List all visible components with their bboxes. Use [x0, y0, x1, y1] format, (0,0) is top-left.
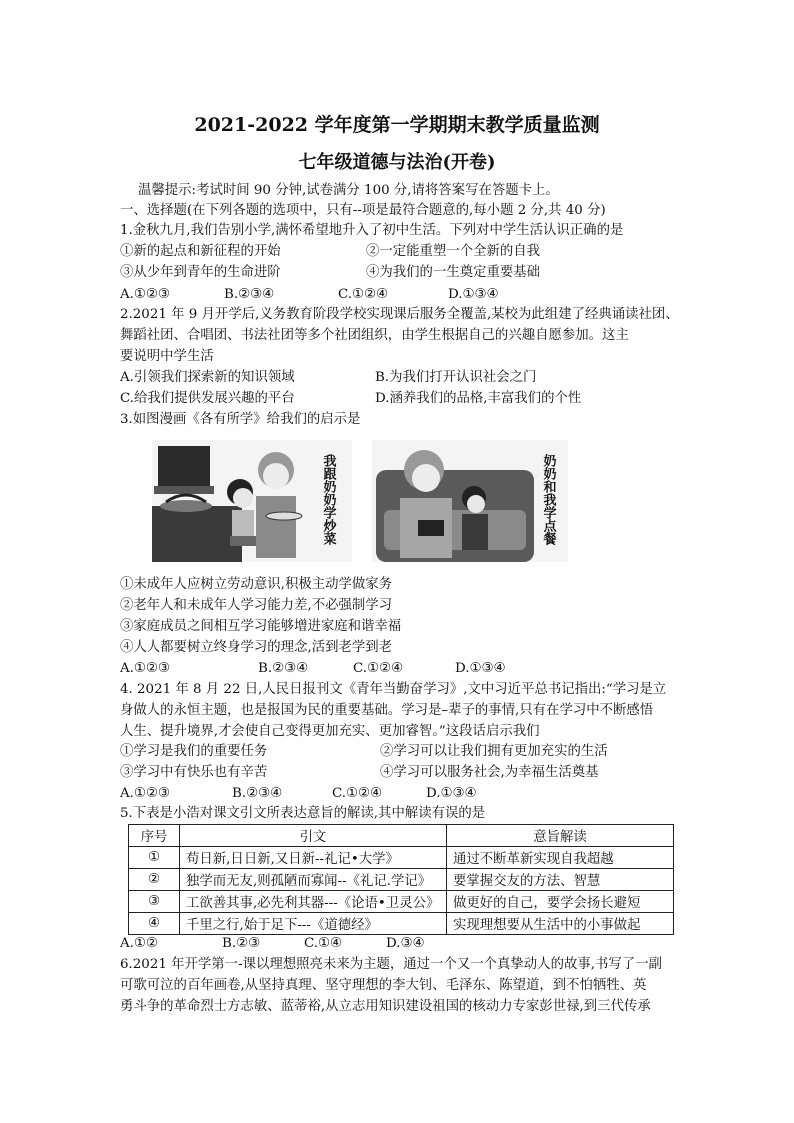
q3-choice-c: C.①②④: [353, 661, 404, 676]
q3-option-4: ④人人都要树立终身学习的理念,活到老学到老: [120, 640, 393, 655]
section-heading: 一、选择题(在下列各题的选项中，只有--项是最符合题意的,每小题 2 分,共 40 分): [120, 203, 606, 218]
q4-choice-d: D.①③④: [426, 786, 477, 801]
q4-choice-a: A.①②③: [120, 786, 170, 801]
table-cell: 做更好的自己，要学会扬长避短: [447, 891, 674, 913]
q5-stem: 5.下表是小浩对课文引文所表达意旨的解读,其中解读有误的是: [120, 806, 486, 821]
q1-option-1: ①新的起点和新征程的开始: [120, 244, 281, 259]
q2-choice-c: C.给我们提供发展兴趣的平台: [120, 391, 295, 406]
table-cell: 苟日新,日日新,又日新--礼记•大学》: [180, 847, 447, 869]
q4-stem-2: 身做人的永恒主题，也是报国为民的重要基础。学习是–辈子的事情,只有在学习中不断感悟: [120, 703, 654, 718]
q5-choice-d: D.③④: [386, 936, 425, 951]
table-cell: ④: [129, 913, 180, 935]
q3-choice-a: A.①②③: [120, 661, 170, 676]
q5-choice-b: B.②③: [222, 936, 261, 951]
cartoon-caption-2: 奶奶和我学点餐: [540, 454, 556, 545]
q5-choice-a: A.①②: [120, 936, 158, 951]
q3-choice-d: D.①③④: [455, 661, 506, 676]
q1-stem: 1.金秋九月,我们告别小学,满怀希望地升入了初中生活。下列对中学生活认识正确的是: [120, 223, 624, 238]
q2-stem-3: 要说明中学生活: [120, 349, 214, 364]
quote-table: [128, 824, 674, 935]
cartoon-cooking: [152, 440, 352, 562]
table-cell: ①: [129, 847, 180, 869]
q6-stem-1: 6.2021 年开学第一-课以理想照亮未来为主题，通过一个又一个真挚动人的故事,书写了一副: [120, 957, 662, 972]
q4-option-1: ①学习是我们的重要任务: [120, 744, 268, 759]
q1-option-2: ②一定能重塑一个全新的自我: [366, 244, 541, 259]
table-row: [129, 847, 674, 869]
table-row: [129, 869, 674, 891]
q3-stem: 3.如图漫画《各有所学》给我们的启示是: [120, 412, 361, 427]
q1-choice-a: A.①②③: [120, 287, 170, 302]
q2-choice-b: B.为我们打开认识社会之门: [375, 370, 537, 385]
stove-icon: [152, 506, 242, 562]
table-cell: 千里之行,始于足下---《道德经》: [180, 913, 447, 935]
table-cell: 独学而无友,则孤陋而寡闻--《礼记.学记》: [180, 869, 447, 891]
table-header-cell: 序号: [129, 825, 180, 847]
q1-choice-b: B.②③④: [224, 287, 275, 302]
q5-choice-c: C.①④: [304, 936, 343, 951]
cartoon-ordering: [372, 440, 568, 562]
q3-choice-b: B.②③④: [258, 661, 309, 676]
table-cell: 通过不断革新实现自我超越: [447, 847, 674, 869]
q1-choice-c: C.①②④: [338, 287, 389, 302]
exam-title: 2021-2022 学年度第一学期期末教学质量监测: [194, 114, 600, 136]
q4-option-2: ②学习可以让我们拥有更加充实的生活: [380, 744, 608, 759]
table-header-cell: 意旨解读: [447, 825, 674, 847]
q4-stem-1: 4. 2021 年 8 月 22 日,人民日报刊文《青年当勤奋学习》,文中习近平总书记指出:“学习是立: [120, 682, 667, 697]
q2-stem-2: 舞蹈社团、合唱团、书法社团等多个社团组织，由学生根据自己的兴趣自愿参加。这主: [120, 328, 629, 343]
table-row: [129, 891, 674, 913]
q1-option-4: ④为我们的一生奠定重要基础: [366, 265, 541, 280]
table-row: [129, 913, 674, 935]
table-cell: 工欲善其事,必先利其器---《论语•卫灵公》: [180, 891, 447, 913]
q1-choice-d: D.①③④: [448, 287, 499, 302]
notice: 温馨提示:考试时间 90 分钟,试卷满分 100 分,请将答案写在答题卡上。: [138, 183, 559, 198]
exam-subtitle: 七年级道德与法治(开卷): [298, 152, 496, 173]
q1-option-3: ③从少年到青年的生命进阶: [120, 265, 281, 280]
q4-choice-b: B.②③④: [232, 786, 283, 801]
q4-stem-3: 人生、提升境界,才会使自己变得更加充实、更加睿智。”这段话启示我们: [120, 724, 540, 739]
table-cell: 要掌握交友的方法、智慧: [447, 869, 674, 891]
q4-choice-c: C.①②④: [332, 786, 383, 801]
q3-option-1: ①未成年人应树立劳动意识,积极主动学做家务: [120, 577, 393, 592]
table-header-row: [129, 825, 674, 847]
q3-option-2: ②老年人和未成年人学习能力差,不必强制学习: [120, 598, 393, 613]
q3-option-3: ③家庭成员之间相互学习能够增进家庭和谐幸福: [120, 619, 402, 634]
q2-choice-a: A.引领我们探索新的知识领域: [120, 370, 295, 385]
cartoon-caption-1: 我跟奶奶学炒菜: [320, 454, 336, 545]
table-cell: 实现理想要从生活中的小事做起: [447, 913, 674, 935]
q6-stem-3: 勇斗争的革命烈士方志敏、蓝蒂裕,从立志用知识建设祖国的核动力专家彭世禄,到三代传承: [120, 999, 651, 1014]
q4-option-4: ④学习可以服务社会,为幸福生活奠基: [380, 765, 599, 780]
q4-option-3: ③学习中有快乐也有辛苦: [120, 765, 268, 780]
table-cell: ②: [129, 869, 180, 891]
table-header-cell: 引文: [180, 825, 447, 847]
q2-choice-d: D.涵养我们的品格,丰富我们的个性: [375, 391, 582, 406]
q2-stem-1: 2.2021 年 9 月开学后,义务教育阶段学校实现课后服务全覆盖,某校为此组建了经典诵读社团、: [120, 307, 679, 322]
range-hood-icon: [158, 446, 210, 486]
table-cell: ③: [129, 891, 180, 913]
tablet-icon: [418, 520, 444, 536]
q6-stem-2: 可歌可泣的百年画卷,从坚持真理、坚守理想的李大钊、毛泽东、陈望道，到不怕牺牲、英: [120, 978, 647, 993]
